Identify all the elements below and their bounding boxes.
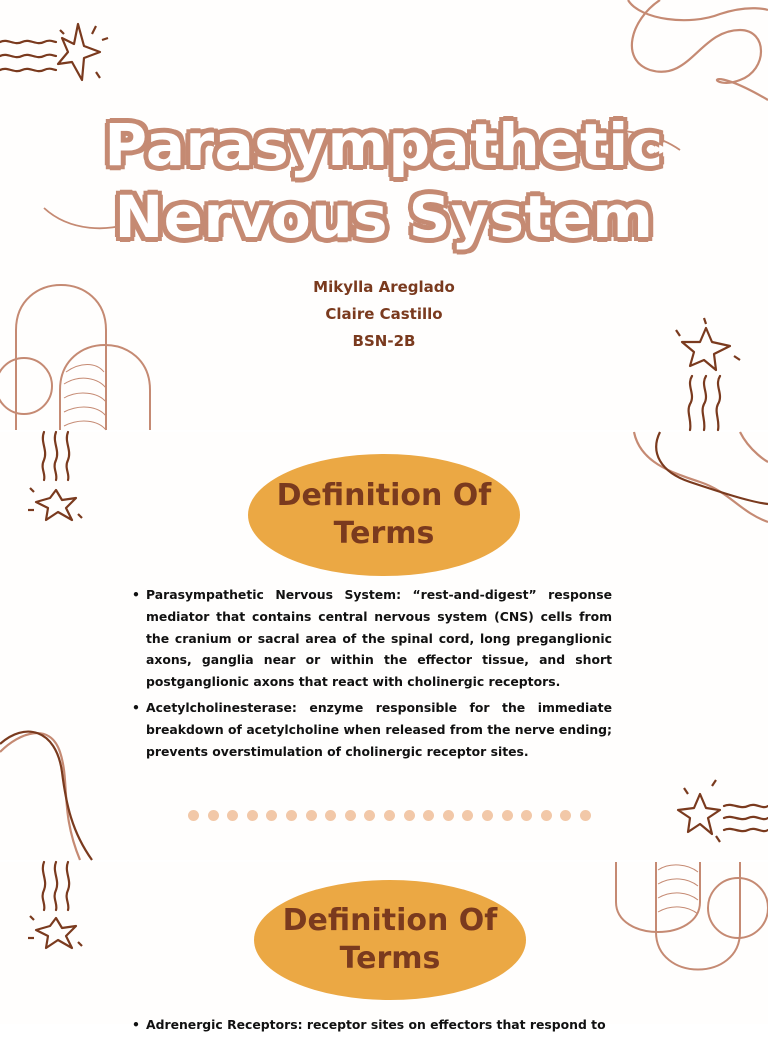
dot: [384, 810, 395, 821]
dot: [325, 810, 336, 821]
topographic-pattern: [64, 365, 106, 431]
author-name: Claire Castillo: [325, 305, 443, 323]
heading-line-1: Definition Of: [276, 478, 492, 513]
title-line-2: Nervous System: [114, 183, 654, 251]
definition-list: [130, 584, 612, 766]
section-label: BSN-2B: [352, 332, 416, 350]
heading-line-2: Terms: [339, 941, 441, 976]
dot: [227, 810, 238, 821]
author-name: Mikylla Areglado: [313, 278, 455, 296]
squiggle-decoration: [656, 432, 768, 504]
list-item: • Adrenergic Receptors: receptor sites on effectors that respond to: [130, 1014, 612, 1036]
wave-lines-icon: [689, 376, 720, 430]
dot: [541, 810, 552, 821]
definition-list: [130, 1014, 612, 1040]
topographic-pattern: [658, 865, 698, 914]
heading-line-2: Terms: [333, 516, 435, 551]
wave-lines-icon: [0, 41, 56, 71]
list-item: • Acetylcholinesterase: enzyme responsible for the immediate breakdown of acetylcholine when released from the nerve ending; prevents overstimulation of cholinergic receptor sites.: [130, 697, 612, 762]
star-icon: [28, 488, 82, 520]
author-list: [0, 274, 768, 355]
heading-line-1: Definition Of: [282, 903, 498, 938]
star-icon: [28, 916, 82, 948]
definitions-slide: [0, 862, 768, 1032]
dot: [266, 810, 277, 821]
dot: [443, 810, 454, 821]
star-icon: [678, 780, 720, 842]
dot: [286, 810, 297, 821]
dot: [345, 810, 356, 821]
section-heading: [254, 880, 526, 1000]
dot: [364, 810, 375, 821]
definitions-slide: [0, 432, 768, 860]
dot: [404, 810, 415, 821]
section-heading: [248, 454, 520, 576]
squiggle-decoration: [0, 732, 92, 860]
wave-lines-icon: [43, 432, 70, 480]
wave-lines-icon: [724, 805, 768, 831]
dot: [560, 810, 571, 821]
dot: [521, 810, 532, 821]
dot: [482, 810, 493, 821]
dot-divider: [188, 810, 591, 821]
wave-lines-icon: [43, 862, 70, 910]
title-slide: [0, 0, 768, 430]
dot: [423, 810, 434, 821]
dot: [502, 810, 513, 821]
dot: [580, 810, 591, 821]
squiggle-decoration: [740, 432, 768, 462]
dot: [208, 810, 219, 821]
dot: [306, 810, 317, 821]
squiggle-decoration: [0, 733, 80, 860]
dot: [188, 810, 199, 821]
star-icon: [58, 24, 108, 80]
arch-decoration: [616, 862, 768, 970]
dot: [462, 810, 473, 821]
title-line-1: Parasympathetic: [104, 111, 664, 179]
dot: [247, 810, 258, 821]
list-item: • Parasympathetic Nervous System: “rest-and-digest” response mediator that contains central nervous system (CNS) cells from the cranium or sacral area of the spinal cord, long preganglionic axons, ganglia near or within the effector tissue, and short postganglionic axons that react with cholinergic receptors.: [130, 584, 612, 693]
